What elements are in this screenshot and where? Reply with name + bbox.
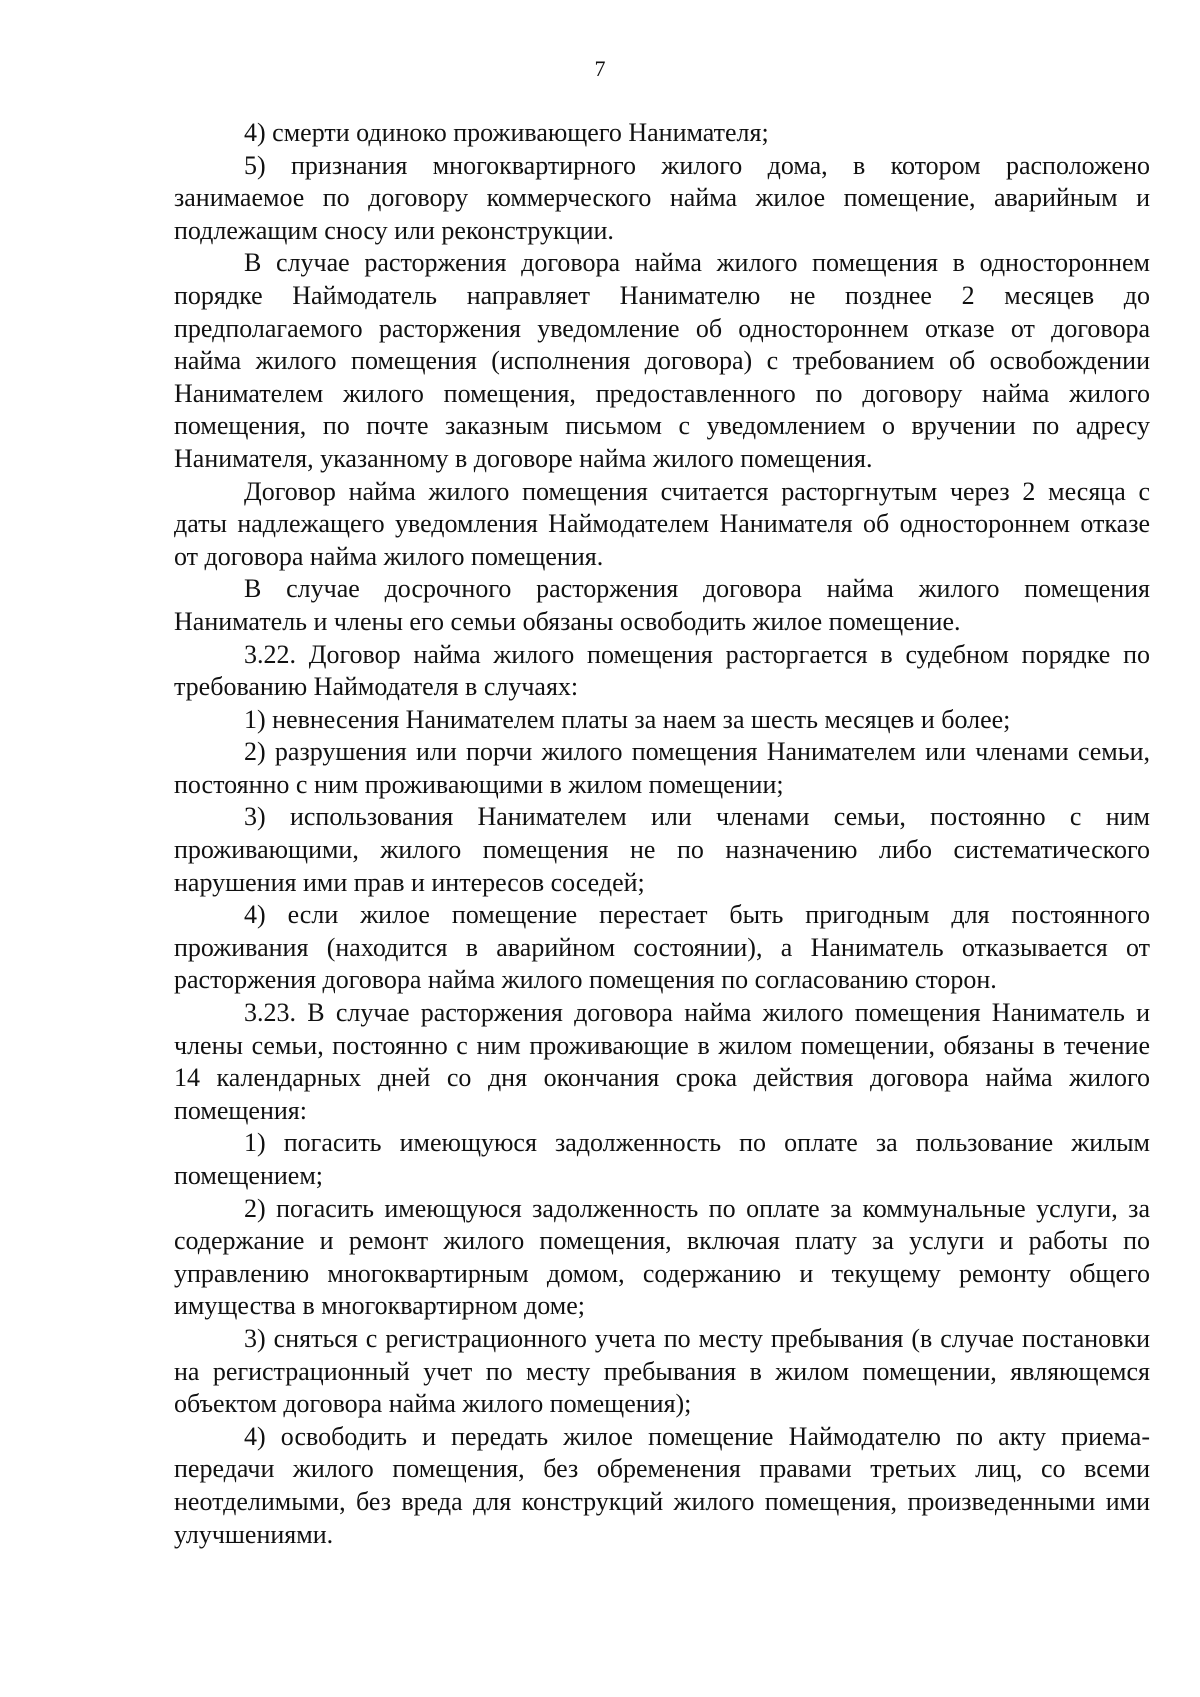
paragraph-3-23-item-2: 2) погасить имеющуюся задолженность по оплате за коммунальные услуги, за содержание и ремонт жилого помещения, включая плату за услуги и работы по управлению многоквартирным домом, содержанию и текущему ремонту общего имущества в многоквартирном доме;: [174, 1193, 1150, 1321]
paragraph-3-23-item-1: 1) погасить имеющуюся задолженность по оплате за пользование жилым помещением;: [174, 1128, 1150, 1190]
paragraph-clause-3-22: 3.22. Договор найма жилого помещения расторгается в судебном порядке по требованию Наймодателя в случаях:: [174, 639, 1150, 702]
paragraph-item-5-emergency: 5) признания многоквартирного жилого дома, в котором расположено занимаемое по договору коммерческого найма жилое помещение, аварийным и подлежащим сносу или реконструкции.: [174, 150, 1150, 245]
paragraph-early-termination: В случае досрочного расторжения договора найма жилого помещения Наниматель и члены его семьи обязаны освободить жилое помещение.: [174, 574, 1150, 636]
paragraph-unilateral-termination: В случае расторжения договора найма жилого помещения в одностороннем порядке Наймодатель направляет Нанимателю не позднее 2 месяцев до предполагаемого расторжения уведомление об одностороннем отказе от договора найма жилого помещения (исполнения договора) с требованием об освобождении Нанимателем жилого помещения, предоставленного по договору найма жилого помещения, по почте заказным письмом с уведомлением о вручении по адресу Нанимателя, указанному в договоре найма жилого помещения.: [174, 248, 1150, 473]
paragraph-3-22-item-3: 3) использования Нанимателем или членами семьи, постоянно с ним проживающими, жилого помещения не по назначению либо систематического нарушения ими прав и интересов соседей;: [174, 802, 1150, 897]
page-number: 7: [594, 56, 606, 81]
paragraph-3-22-item-2: 2) разрушения или порчи жилого помещения Нанимателем или членами семьи, постоянно с ним проживающими в жилом помещении;: [174, 737, 1150, 799]
paragraph-clause-3-23: 3.23. В случае расторжения договора найма жилого помещения Наниматель и члены семьи, постоянно с ним проживающие в жилом помещении, обязаны в течение 14 календарных дней со дня окончания срока действия договора найма жилого помещения:: [174, 998, 1150, 1125]
paragraph-3-23-item-3: 3) сняться с регистрационного учета по месту пребывания (в случае постановки на регистрационный учет по месту пребывания в жилом помещении, являющемся объектом договора найма жилого помещения);: [174, 1323, 1150, 1419]
paragraph-3-22-item-4: 4) если жилое помещение перестает быть пригодным для постоянного проживания (находится в аварийном состоянии), а Наниматель отказывается от расторжения договора найма жилого помещения по согласованию сторон.: [174, 900, 1150, 995]
document-body: [174, 117, 1150, 1551]
paragraph-termination-date: Договор найма жилого помещения считается расторгнутым через 2 месяца с даты надлежащего уведомления Наймодателем Нанимателя об одностороннем отказе от договора найма жилого помещения.: [174, 476, 1150, 571]
paragraph-3-22-item-1: 1) невнесения Нанимателем платы за наем за шесть месяцев и более;: [244, 704, 1011, 734]
paragraph-3-23-item-4: 4) освободить и передать жилое помещение Наймодателю по акту приема-передачи жилого помещения, без обременения правами третьих лиц, со всеми неотделимыми, без вреда для конструкций жилого помещения, произведенными ими улучшениями.: [174, 1421, 1150, 1549]
paragraph-item-4-death: 4) смерти одиноко проживающего Нанимателя;: [244, 118, 769, 147]
